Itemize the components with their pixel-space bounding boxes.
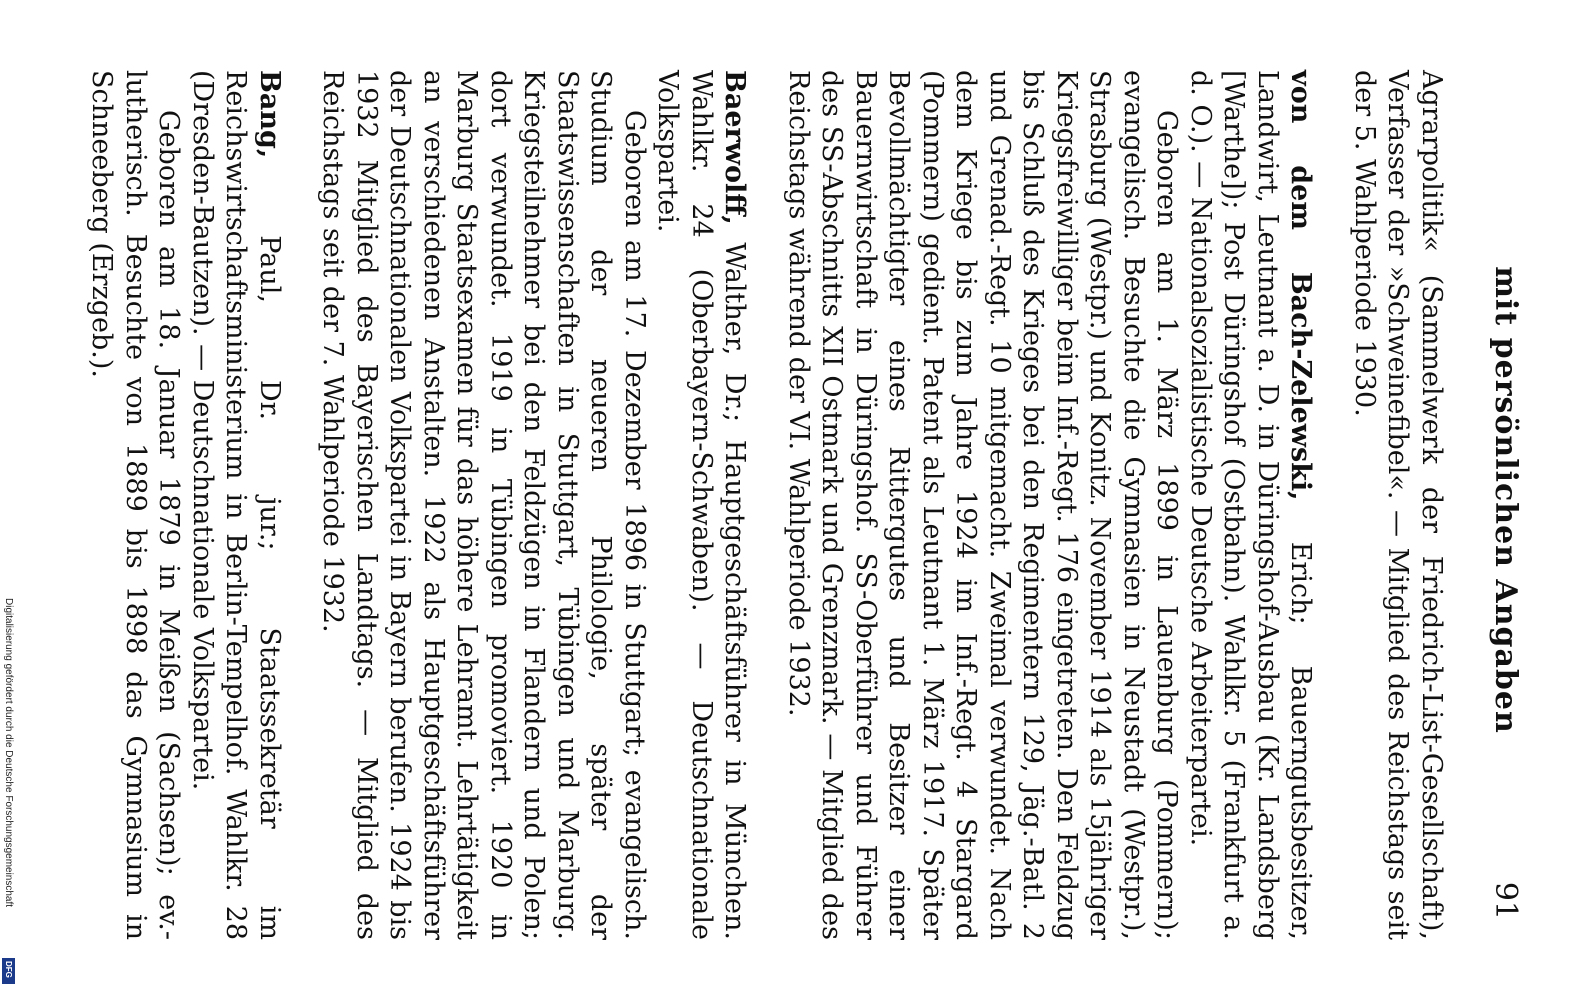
running-title: mit persönlichen Angaben	[1488, 266, 1523, 734]
page-header	[1473, 60, 1523, 940]
digitization-credit	[2, 598, 16, 990]
credit-text: Digitalisierung gefördert durch die Deutsche Forschungsgemeinschaft	[3, 598, 14, 908]
entry-bach-zelewski	[782, 70, 1318, 940]
entry-bang	[85, 70, 286, 940]
page-number: 91	[1488, 881, 1523, 920]
dfg-logo	[2, 958, 15, 984]
entry-first-paragraph	[186, 70, 287, 940]
entry-continuation	[1348, 70, 1449, 940]
entry-biography: Geboren am 1. März 1899 in Lauenburg (Pommern); evangelisch. Besuchte die Gymnasien in Neustadt (Westpr.), Strasburg (Westpr.) und Konitz. November 1914 als 15jähriger Kriegsfreiwilliger beim Inf.-Regt. 176 eingetreten. Den Feldzug bis Schluß des Krieges bei den Regimentern 129, Jäg.-Batl. 2 und Grenad.-Regt. 10 mitgemacht. Zweimal verwundet. Nach dem Kriege bis zum Jahre 1924 im Inf.-Regt. 4 Stargard (Pommern) gedient. Patent als Leutnant 1. März 1917. Später Bevollmächtigter eines Rittergutes und Besitzer einer Bauernwirtschaft in Düringshof. SS-Oberführer und Führer des SS-Abschnitts XII Ostmark und Grenzmark. — Mitglied des Reichstags während der VI. Wahlperiode 1932.	[783, 70, 1183, 940]
entry-text: Paul, Dr. jur.; Staatssekretär im Reichswirtschaftsministerium in Berlin-Tempelhof. Wahlkr. 28 (Dresden-Bautzen). — Deutschnationale Volkspartei.	[187, 70, 285, 940]
entry-name: Baerwolff,	[719, 70, 751, 225]
entry-baerwolff	[316, 70, 752, 940]
page-body	[60, 70, 1448, 940]
entry-text: Erich; Bauerngutsbesitzer, Landwirt, Leutnant a. D. in Düringshof-Ausbau (Kr. Landsberg [Warthe]); Post Düringshof (Ostbahn). Wahlkr. 5 (Frankfurt a. d. O.). — Nationalsozialistische Deutsche Arbeiterpartei.	[1185, 70, 1317, 940]
entry-text: Walther, Dr.; Hauptgeschäftsführer in München. Wahlkr. 24 (Oberbayern-Schwaben). — Deutschnationale Volkspartei.	[652, 70, 751, 940]
entry-first-paragraph	[651, 70, 752, 940]
entry-name: Bang,	[254, 70, 285, 159]
entry-biography: Geboren am 17. Dezember 1896 in Stuttgart; evangelisch. Studium der neueren Philologie, später der Staatswissenschaften in Stuttgart, Tübingen und Marburg. Kriegsteilnehmer bei den Feldzügen in Flandern und Polen; dort verwundet. 1919 in Tübingen promoviert. 1920 in Marburg Staatsexamen für das höhere Lehramt. Lehrtätigkeit an verschiedenen Anstalten. 1922 als Hauptgeschäftsführer der Deutschnationalen Volkspartei in Bayern berufen. 1924 bis 1932 Mitglied des Bayerischen Landtags. — Mitglied des Reichstags seit der 7. Wahlperiode 1932.	[317, 70, 650, 940]
entry-biography: Geboren am 18. Januar 1879 in Meißen (Sachsen); ev.-lutherisch. Besuchte von 1889 bis 1898 das Gymnasium in Schneeberg (Erzgeb.).	[86, 70, 185, 940]
entry-first-paragraph	[1184, 70, 1318, 940]
dfg-logo-text: DFG	[4, 961, 13, 978]
entry-name: von dem Bach-Zelewski,	[1285, 70, 1317, 501]
entry-text: Agrarpolitik« (Sammelwerk der Friedrich-List-Gesellschaft), Verfasser der »Schweinefibel«. — Mitglied des Reichstags seit der 5. Wahlperiode 1930.	[1349, 70, 1447, 940]
